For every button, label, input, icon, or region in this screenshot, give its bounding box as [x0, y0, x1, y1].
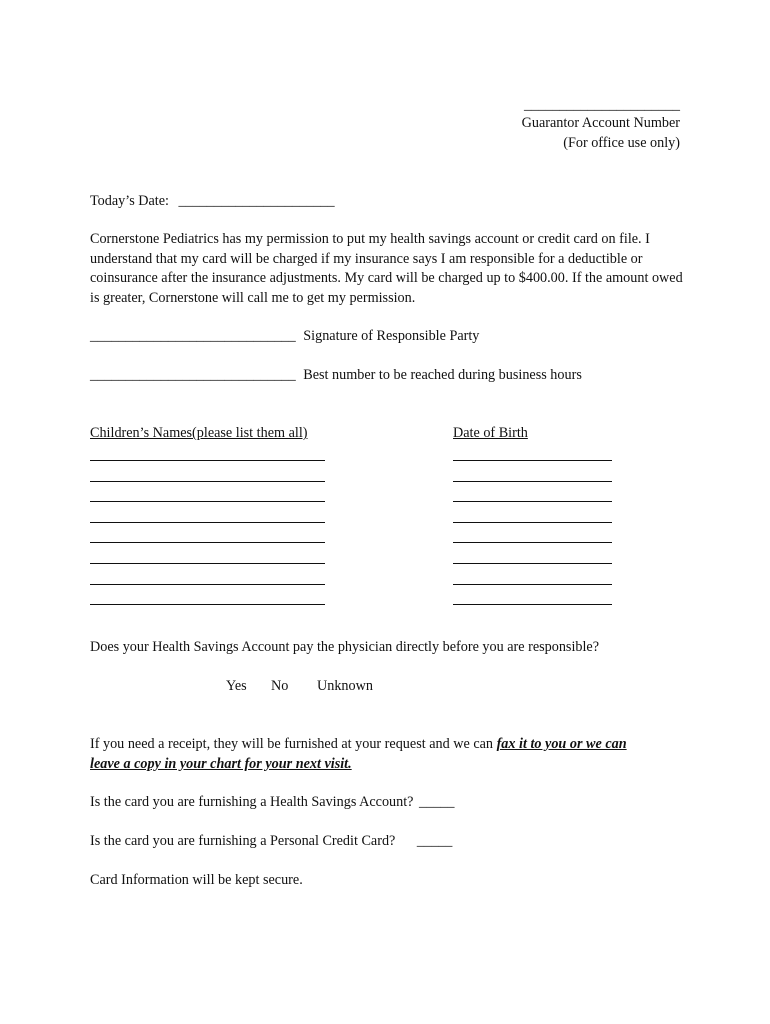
signature-field [90, 327, 479, 347]
child-name-line[interactable] [90, 584, 325, 585]
date-field [90, 192, 335, 212]
signature-blank[interactable]: _____________________________ [90, 328, 296, 344]
child-dob-line[interactable] [453, 460, 612, 461]
child-dob-line[interactable] [453, 563, 612, 564]
phone-field [90, 366, 582, 386]
child-name-line[interactable] [90, 501, 325, 502]
permission-paragraph: Cornerstone Pediatrics has my permission to put my health savings account or credit card on file. I understand that my card will be charged if my insurance says I am responsible for a deductible or coinsurance after the insurance adjustments. My card will be charged up to $400.00. If the amount owed is greater, Cornerstone will call me to get my permission. [90, 231, 683, 306]
guarantor-account-label: Guarantor Account Number [521, 115, 680, 131]
card-hsa-question: Is the card you are furnishing a Health Savings Account? [90, 794, 414, 810]
child-dob-line[interactable] [453, 542, 612, 543]
hsa-option-no[interactable]: No [271, 678, 289, 694]
child-dob-line[interactable] [453, 522, 612, 523]
child-name-line[interactable] [90, 542, 325, 543]
child-name-line[interactable] [90, 522, 325, 523]
dob-header: Date of Birth [453, 425, 528, 441]
child-dob-line[interactable] [453, 604, 612, 605]
security-note: Card Information will be kept secure. [90, 872, 303, 888]
guarantor-account-line[interactable]: ______________________ [523, 97, 680, 113]
card-hsa-blank[interactable]: _____ [419, 794, 455, 810]
card-personal-blank[interactable]: _____ [416, 833, 453, 849]
child-name-line[interactable] [90, 460, 325, 461]
phone-blank[interactable]: _____________________________ [90, 367, 296, 383]
date-label: Today’s Date: [90, 193, 169, 209]
child-name-line[interactable] [90, 481, 325, 482]
children-names-header: Children’s Names(please list them all) [90, 425, 308, 441]
hsa-question: Does your Health Savings Account pay the physician directly before you are responsible? [90, 639, 600, 655]
hsa-option-yes[interactable]: Yes [226, 678, 247, 694]
office-use-note: (For office use only) [563, 135, 680, 151]
card-personal-question: Is the card you are furnishing a Personal Credit Card? [90, 833, 396, 849]
signature-label: Signature of Responsible Party [303, 328, 480, 344]
child-name-line[interactable] [90, 563, 325, 564]
receipt-emphasis-1: fax it to you or we can [496, 736, 627, 752]
child-dob-line[interactable] [453, 501, 612, 502]
receipt-paragraph [90, 735, 627, 755]
receipt-text: If you need a receipt, they will be furnished at your request and we can [90, 736, 497, 752]
hsa-option-unknown[interactable]: Unknown [317, 678, 373, 694]
phone-label: Best number to be reached during business hours [303, 367, 582, 383]
child-dob-line[interactable] [453, 584, 612, 585]
receipt-emphasis-2: leave a copy in your chart for your next visit. [90, 756, 352, 772]
child-name-line[interactable] [90, 604, 325, 605]
card-hsa-field [90, 793, 454, 813]
date-blank[interactable]: ______________________ [178, 193, 335, 209]
child-dob-line[interactable] [453, 481, 612, 482]
card-personal-field [90, 832, 452, 852]
